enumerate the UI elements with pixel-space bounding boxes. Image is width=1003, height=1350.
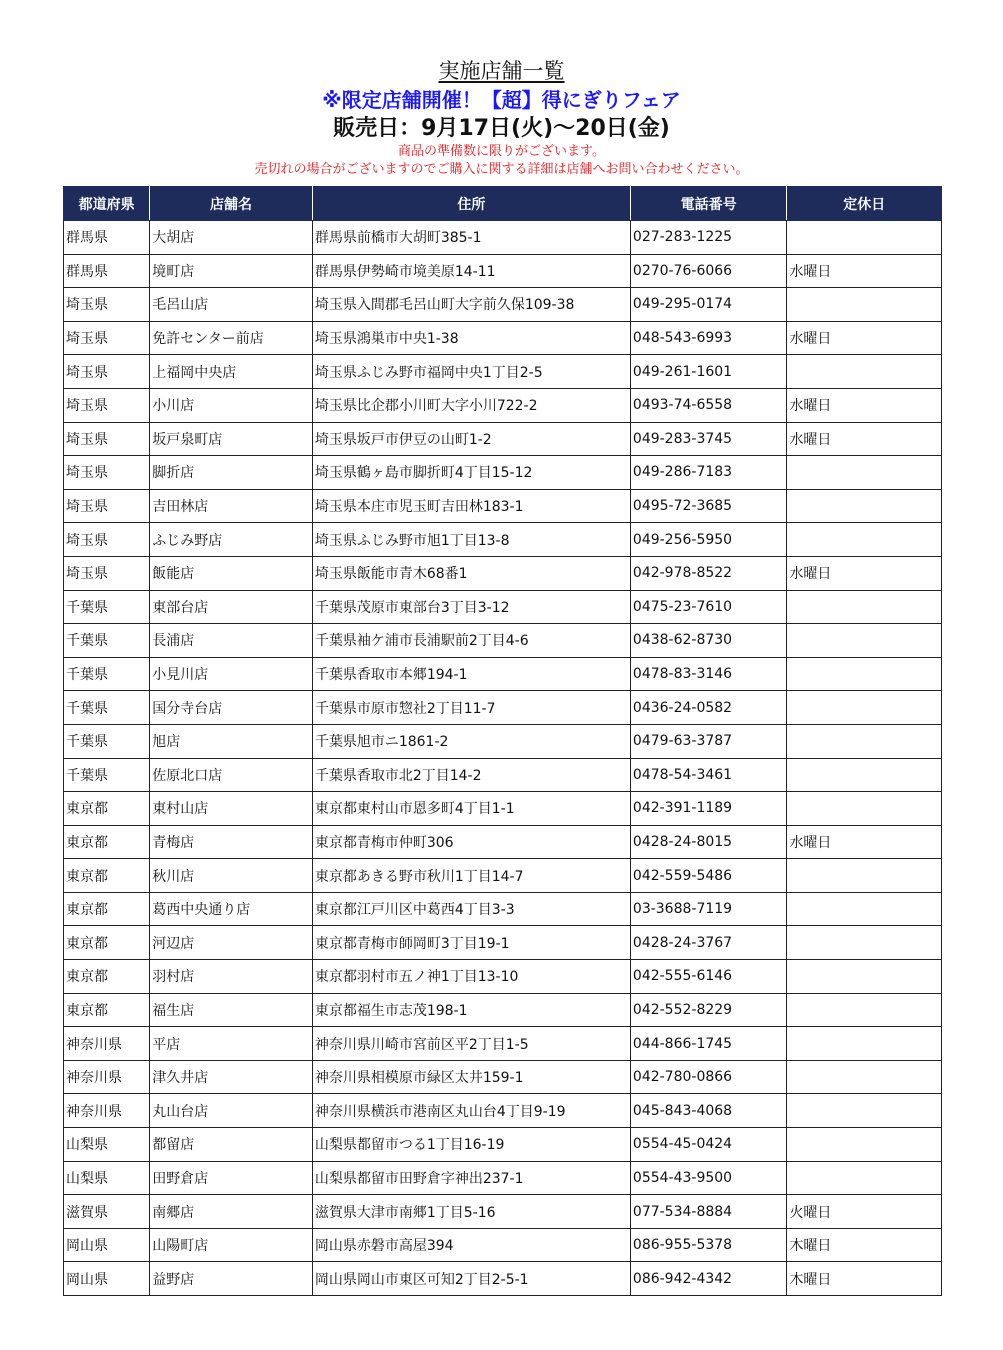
phone-cell: 042-559-5486 <box>630 859 787 893</box>
address-cell: 千葉県香取市本郷194-1 <box>312 657 630 691</box>
table-row <box>64 1262 942 1296</box>
closed-day-cell: 水曜日 <box>787 825 942 859</box>
closed-day-cell <box>787 523 942 557</box>
column-header-closed-day: 定休日 <box>787 187 942 221</box>
table-row <box>64 758 942 792</box>
document-header <box>0 58 1003 179</box>
address-cell: 埼玉県坂戸市伊豆の山町1-2 <box>312 422 630 456</box>
closed-day-cell <box>787 590 942 624</box>
closed-day-cell <box>787 892 942 926</box>
closed-day-cell: 木曜日 <box>787 1228 942 1262</box>
table-row <box>64 624 942 658</box>
address-cell: 東京都福生市志茂198-1 <box>312 993 630 1027</box>
phone-cell: 0554-43-9500 <box>630 1161 787 1195</box>
closed-day-cell: 水曜日 <box>787 556 942 590</box>
phone-cell: 0479-63-3787 <box>630 724 787 758</box>
table-row <box>64 556 942 590</box>
phone-cell: 049-256-5950 <box>630 523 787 557</box>
store-name-cell: 免許センター前店 <box>150 321 313 355</box>
address-cell: 千葉県袖ケ浦市長浦駅前2丁目4-6 <box>312 624 630 658</box>
prefecture-cell: 東京都 <box>64 926 150 960</box>
closed-day-cell <box>787 1060 942 1094</box>
store-name-cell: 脚折店 <box>150 456 313 490</box>
prefecture-cell: 埼玉県 <box>64 422 150 456</box>
address-cell: 神奈川県横浜市港南区丸山台4丁目9-19 <box>312 1094 630 1128</box>
closed-day-cell <box>787 926 942 960</box>
table-row <box>64 993 942 1027</box>
address-cell: 岡山県岡山市東区可知2丁目2-5-1 <box>312 1262 630 1296</box>
phone-cell: 048-543-6993 <box>630 321 787 355</box>
soldout-note: 売切れの場合がございますのでご購入に関する詳細は店舗へお問い合わせください。 <box>254 162 749 177</box>
address-cell: 滋賀県大津市南郷1丁目5-16 <box>312 1195 630 1229</box>
closed-day-cell: 木曜日 <box>787 1262 942 1296</box>
store-name-cell: 大胡店 <box>150 221 313 255</box>
phone-cell: 0270-76-6066 <box>630 254 787 288</box>
prefecture-cell: 埼玉県 <box>64 288 150 322</box>
table-row <box>64 388 942 422</box>
store-rows <box>64 221 942 1296</box>
closed-day-cell <box>787 724 942 758</box>
phone-cell: 045-843-4068 <box>630 1094 787 1128</box>
table-row <box>64 1128 942 1162</box>
store-name-cell: 青梅店 <box>150 825 313 859</box>
column-header-address: 住所 <box>312 187 630 221</box>
store-name-cell: 南郷店 <box>150 1195 313 1229</box>
store-name-cell: 吉田林店 <box>150 489 313 523</box>
store-table <box>63 186 942 1296</box>
store-name-cell: 津久井店 <box>150 1060 313 1094</box>
phone-cell: 044-866-1745 <box>630 1027 787 1061</box>
address-cell: 東京都羽村市五ノ神1丁目13-10 <box>312 960 630 994</box>
table-header-row <box>64 187 942 221</box>
phone-cell: 086-955-5378 <box>630 1228 787 1262</box>
prefecture-cell: 滋賀県 <box>64 1195 150 1229</box>
address-cell: 埼玉県本庄市児玉町吉田林183-1 <box>312 489 630 523</box>
table-row <box>64 1195 942 1229</box>
phone-cell: 027-283-1225 <box>630 221 787 255</box>
address-cell: 群馬県伊勢崎市境美原14-11 <box>312 254 630 288</box>
store-name-cell: 旭店 <box>150 724 313 758</box>
table-row <box>64 724 942 758</box>
table-row <box>64 254 942 288</box>
phone-cell: 0428-24-3767 <box>630 926 787 960</box>
prefecture-cell: 神奈川県 <box>64 1060 150 1094</box>
store-name-cell: 都留店 <box>150 1128 313 1162</box>
closed-day-cell: 水曜日 <box>787 388 942 422</box>
closed-day-cell <box>787 993 942 1027</box>
closed-day-cell <box>787 456 942 490</box>
prefecture-cell: 東京都 <box>64 859 150 893</box>
address-cell: 千葉県市原市惣社2丁目11-7 <box>312 691 630 725</box>
phone-cell: 0493-74-6558 <box>630 388 787 422</box>
prefecture-cell: 埼玉県 <box>64 456 150 490</box>
table-row <box>64 221 942 255</box>
address-cell: 埼玉県鶴ヶ島市脚折町4丁目15-12 <box>312 456 630 490</box>
phone-cell: 042-978-8522 <box>630 556 787 590</box>
column-header-phone: 電話番号 <box>630 187 787 221</box>
address-cell: 千葉県旭市ニ1861-2 <box>312 724 630 758</box>
closed-day-cell <box>787 657 942 691</box>
table-row <box>64 456 942 490</box>
store-name-cell: 羽村店 <box>150 960 313 994</box>
store-name-cell: 境町店 <box>150 254 313 288</box>
phone-cell: 0428-24-8015 <box>630 825 787 859</box>
table-row <box>64 489 942 523</box>
prefecture-cell: 山梨県 <box>64 1128 150 1162</box>
phone-cell: 042-552-8229 <box>630 993 787 1027</box>
address-cell: 岡山県赤磐市高屋394 <box>312 1228 630 1262</box>
address-cell: 埼玉県ふじみ野市福岡中央1丁目2-5 <box>312 355 630 389</box>
phone-cell: 049-286-7183 <box>630 456 787 490</box>
table-row <box>64 892 942 926</box>
prefecture-cell: 千葉県 <box>64 691 150 725</box>
store-name-cell: 毛呂山店 <box>150 288 313 322</box>
prefecture-cell: 埼玉県 <box>64 489 150 523</box>
store-name-cell: 小見川店 <box>150 657 313 691</box>
closed-day-cell <box>787 221 942 255</box>
store-name-cell: 丸山台店 <box>150 1094 313 1128</box>
table-row <box>64 792 942 826</box>
closed-day-cell: 水曜日 <box>787 254 942 288</box>
table-row <box>64 1027 942 1061</box>
prefecture-cell: 東京都 <box>64 960 150 994</box>
prefecture-cell: 神奈川県 <box>64 1027 150 1061</box>
phone-cell: 042-391-1189 <box>630 792 787 826</box>
store-name-cell: 東村山店 <box>150 792 313 826</box>
prefecture-cell: 埼玉県 <box>64 388 150 422</box>
address-cell: 東京都江戸川区中葛西4丁目3-3 <box>312 892 630 926</box>
closed-day-cell: 水曜日 <box>787 321 942 355</box>
prefecture-cell: 千葉県 <box>64 657 150 691</box>
phone-cell: 0436-24-0582 <box>630 691 787 725</box>
store-name-cell: 長浦店 <box>150 624 313 658</box>
prefecture-cell: 千葉県 <box>64 724 150 758</box>
address-cell: 埼玉県飯能市青木68番1 <box>312 556 630 590</box>
column-header-prefecture: 都道府県 <box>64 187 150 221</box>
prefecture-cell: 神奈川県 <box>64 1094 150 1128</box>
store-name-cell: 葛西中央通り店 <box>150 892 313 926</box>
closed-day-cell <box>787 792 942 826</box>
store-name-cell: 河辺店 <box>150 926 313 960</box>
address-cell: 神奈川県川崎市宮前区平2丁目1-5 <box>312 1027 630 1061</box>
address-cell: 埼玉県鴻巣市中央1-38 <box>312 321 630 355</box>
table-row <box>64 355 942 389</box>
prefecture-cell: 山梨県 <box>64 1161 150 1195</box>
store-name-cell: 佐原北口店 <box>150 758 313 792</box>
table-row <box>64 523 942 557</box>
address-cell: 東京都あきる野市秋川1丁目14-7 <box>312 859 630 893</box>
table-row <box>64 657 942 691</box>
address-cell: 埼玉県入間郡毛呂山町大字前久保109-38 <box>312 288 630 322</box>
phone-cell: 077-534-8884 <box>630 1195 787 1229</box>
closed-day-cell <box>787 1128 942 1162</box>
phone-cell: 049-295-0174 <box>630 288 787 322</box>
table-row <box>64 1060 942 1094</box>
prefecture-cell: 岡山県 <box>64 1228 150 1262</box>
prefecture-cell: 千葉県 <box>64 758 150 792</box>
closed-day-cell <box>787 1094 942 1128</box>
prefecture-cell: 群馬県 <box>64 221 150 255</box>
phone-cell: 0478-54-3461 <box>630 758 787 792</box>
store-name-cell: 上福岡中央店 <box>150 355 313 389</box>
phone-cell: 0475-23-7610 <box>630 590 787 624</box>
table-row <box>64 825 942 859</box>
table-row <box>64 288 942 322</box>
address-cell: 東京都東村山市恩多町4丁目1-1 <box>312 792 630 826</box>
page-title: 実施店舗一覧 <box>438 59 565 83</box>
address-cell: 東京都青梅市仲町306 <box>312 825 630 859</box>
store-name-cell: 飯能店 <box>150 556 313 590</box>
address-cell: 群馬県前橋市大胡町385-1 <box>312 221 630 255</box>
prefecture-cell: 東京都 <box>64 993 150 1027</box>
table-row <box>64 859 942 893</box>
table-row <box>64 590 942 624</box>
closed-day-cell: 火曜日 <box>787 1195 942 1229</box>
closed-day-cell <box>787 1027 942 1061</box>
store-name-cell: 平店 <box>150 1027 313 1061</box>
prefecture-cell: 岡山県 <box>64 1262 150 1296</box>
prefecture-cell: 埼玉県 <box>64 321 150 355</box>
phone-cell: 049-261-1601 <box>630 355 787 389</box>
table-row <box>64 1161 942 1195</box>
table-row <box>64 1228 942 1262</box>
address-cell: 山梨県都留市田野倉字神出237-1 <box>312 1161 630 1195</box>
prefecture-cell: 埼玉県 <box>64 355 150 389</box>
address-cell: 埼玉県比企郡小川町大字小川722-2 <box>312 388 630 422</box>
phone-cell: 0478-83-3146 <box>630 657 787 691</box>
prefecture-cell: 東京都 <box>64 792 150 826</box>
address-cell: 神奈川県相模原市緑区太井159-1 <box>312 1060 630 1094</box>
store-name-cell: 福生店 <box>150 993 313 1027</box>
closed-day-cell <box>787 624 942 658</box>
prefecture-cell: 東京都 <box>64 892 150 926</box>
table-row <box>64 321 942 355</box>
phone-cell: 0495-72-3685 <box>630 489 787 523</box>
closed-day-cell <box>787 758 942 792</box>
phone-cell: 049-283-3745 <box>630 422 787 456</box>
address-cell: 山梨県都留市つる1丁目16-19 <box>312 1128 630 1162</box>
column-header-store-name: 店舗名 <box>150 187 313 221</box>
table-row <box>64 926 942 960</box>
phone-cell: 086-942-4342 <box>630 1262 787 1296</box>
sale-dates: 販売日：9月17日(火)～20日(金) <box>333 116 670 141</box>
phone-cell: 042-555-6146 <box>630 960 787 994</box>
prefecture-cell: 群馬県 <box>64 254 150 288</box>
phone-cell: 0554-45-0424 <box>630 1128 787 1162</box>
closed-day-cell <box>787 691 942 725</box>
store-name-cell: 小川店 <box>150 388 313 422</box>
closed-day-cell <box>787 859 942 893</box>
prefecture-cell: 千葉県 <box>64 590 150 624</box>
phone-cell: 03-3688-7119 <box>630 892 787 926</box>
table-row <box>64 422 942 456</box>
store-name-cell: 山陽町店 <box>150 1228 313 1262</box>
closed-day-cell <box>787 489 942 523</box>
store-name-cell: 秋川店 <box>150 859 313 893</box>
store-name-cell: 益野店 <box>150 1262 313 1296</box>
table-row <box>64 1094 942 1128</box>
table-row <box>64 960 942 994</box>
phone-cell: 042-780-0866 <box>630 1060 787 1094</box>
closed-day-cell <box>787 355 942 389</box>
store-name-cell: 東部台店 <box>150 590 313 624</box>
closed-day-cell <box>787 288 942 322</box>
address-cell: 千葉県香取市北2丁目14-2 <box>312 758 630 792</box>
fair-title: ※限定店舗開催！【超】得にぎりフェア <box>322 88 681 112</box>
phone-cell: 0438-62-8730 <box>630 624 787 658</box>
prefecture-cell: 千葉県 <box>64 624 150 658</box>
store-name-cell: ふじみ野店 <box>150 523 313 557</box>
address-cell: 埼玉県ふじみ野市旭1丁目13-8 <box>312 523 630 557</box>
closed-day-cell <box>787 1161 942 1195</box>
prefecture-cell: 埼玉県 <box>64 523 150 557</box>
closed-day-cell: 水曜日 <box>787 422 942 456</box>
address-cell: 東京都青梅市師岡町3丁目19-1 <box>312 926 630 960</box>
prefecture-cell: 埼玉県 <box>64 556 150 590</box>
store-name-cell: 坂戸泉町店 <box>150 422 313 456</box>
store-name-cell: 国分寺台店 <box>150 691 313 725</box>
store-name-cell: 田野倉店 <box>150 1161 313 1195</box>
address-cell: 千葉県茂原市東部台3丁目3-12 <box>312 590 630 624</box>
prefecture-cell: 東京都 <box>64 825 150 859</box>
closed-day-cell <box>787 960 942 994</box>
table-row <box>64 691 942 725</box>
stock-note: 商品の準備数に限りがございます。 <box>398 144 605 159</box>
